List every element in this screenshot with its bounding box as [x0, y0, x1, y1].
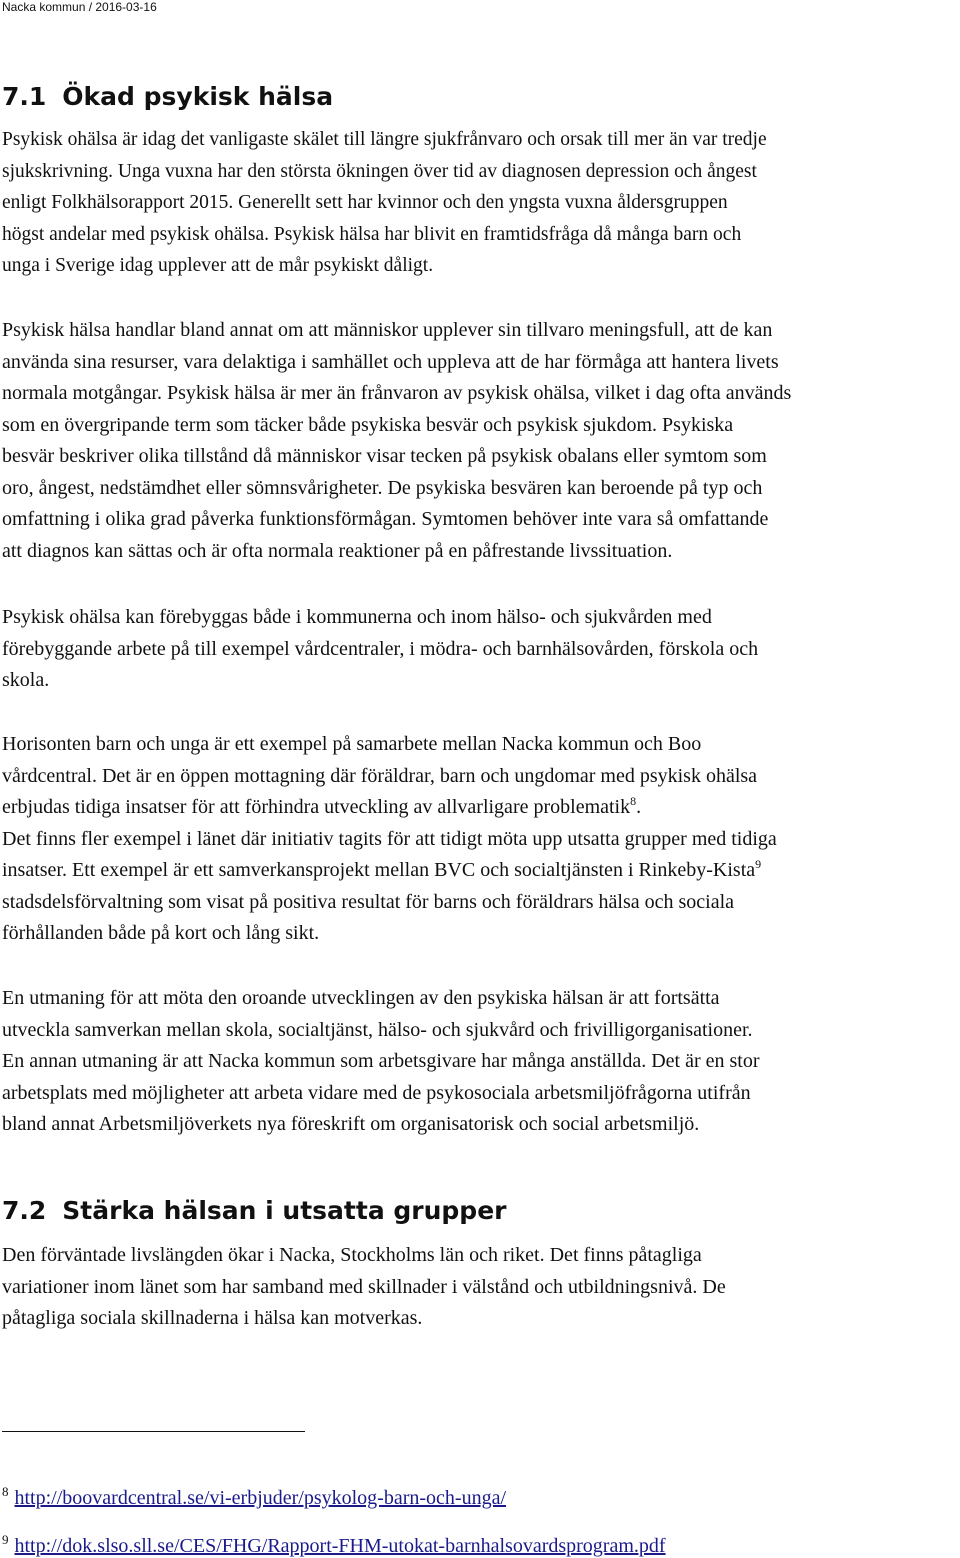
text-line: högst andelar med psykisk ohälsa. Psykisk hälsa har blivit en framtidsfråga då många barn och [2, 223, 742, 245]
text-line-content: erbjudas tidiga insatser för att förhindra utveckling av allvarligare problematik [2, 796, 631, 818]
paragraph-1 [2, 124, 960, 282]
text-line: som en övergripande term som täcker både psykiska besvär och psykisk sjukdom. Psykiska [2, 413, 734, 436]
text-line: variationer inom länet som har samband med skillnader i välstånd och utbildningsnivå. De [2, 1275, 726, 1298]
text-line: Det finns fler exempel i länet där initiativ tagits för att tidigt möta upp utsatta grupper med tidiga [2, 827, 777, 850]
text-line: oro, ångest, nedstämdhet eller sömnsvårigheter. De psykiska besvären kan beroende på typ och [2, 476, 763, 499]
text-line: Den förväntade livslängden ökar i Nacka, Stockholms län och riket. Det finns påtagliga [2, 1244, 702, 1266]
footnote-ref-9[interactable]: 9 [755, 857, 762, 871]
section-number: 7.1 [2, 82, 47, 111]
paragraph-3 [2, 602, 960, 697]
paragraph-5 [2, 983, 960, 1141]
footnote-mark: 9 [2, 1532, 9, 1547]
section-heading-7-2 [2, 1196, 507, 1226]
footnote-link-8[interactable]: http://boovardcentral.se/vi-erbjuder/psykolog-barn-och-unga/ [14, 1487, 507, 1509]
footnote-8 [2, 1480, 506, 1510]
text-line: skola. [2, 669, 50, 691]
footnote-link-9[interactable]: http://dok.slso.sll.se/CES/FHG/Rapport-FHM-utokat-barnhalsovardsprogram.pdf [14, 1535, 666, 1557]
text-line: vårdcentral. Det är en öppen mottagning där föräldrar, barn och ungdomar med psykisk ohälsa [2, 764, 758, 787]
text-line: Psykisk ohälsa kan förebyggas både i kommunerna och inom hälso- och sjukvården med [2, 606, 712, 628]
text-line-content: insatser. Ett exempel är ett samverkansprojekt mellan BVC och socialtjänsten i Rinkeby-Kista [2, 859, 756, 881]
text-line: unga i Sverige idag upplever att de mår psykiskt dåligt. [2, 255, 434, 276]
section-number: 7.2 [2, 1196, 47, 1225]
text-line: normala motgångar. Psykisk hälsa är mer än frånvaron av psykisk ohälsa, vilket i dag ofta används [2, 382, 792, 404]
paragraph-6 [2, 1240, 960, 1335]
text-line: förhållanden både på kort och lång sikt. [2, 922, 320, 944]
paragraph-2 [2, 315, 960, 567]
text-line: Psykisk hälsa handlar bland annat om att människor upplever sin tillvaro meningsfull, att de kan [2, 319, 773, 341]
text-line: använda sina resurser, vara delaktiga i samhället och uppleva att de har förmåga att hantera livets [2, 350, 779, 373]
section-heading-7-1 [2, 82, 333, 112]
text-line [2, 855, 960, 887]
text-line: En annan utmaning är att Nacka kommun som arbetsgivare har många anställda. Det är en stor [2, 1050, 760, 1072]
text-line: bland annat Arbetsmiljöverkets nya föreskrift om organisatorisk och social arbetsmiljö. [2, 1113, 700, 1135]
running-header: Nacka kommun / 2016-03-16 [2, 0, 157, 14]
footnote-ref-8[interactable]: 8 [630, 794, 637, 808]
text-line: stadsdelsförvaltning som visat på positiva resultat för barns och föräldrars hälsa och sociala [2, 890, 735, 913]
footnote-divider [2, 1431, 305, 1432]
text-line: omfattning i olika grad påverka funktionsförmågan. Symtomen behöver inte vara så omfattande [2, 508, 769, 530]
section-title: Ökad psykisk hälsa [62, 82, 334, 111]
section-title: Stärka hälsan i utsatta grupper [62, 1196, 507, 1225]
text-line: förebyggande arbete på till exempel vårdcentraler, i mödra- och barnhälsovården, förskola och [2, 637, 759, 660]
text-line: utveckla samverkan mellan skola, socialtjänst, hälso- och sjukvård och frivilligorganisationer. [2, 1018, 753, 1041]
footnote-mark: 8 [2, 1484, 9, 1499]
sentence-end: . [636, 796, 642, 818]
paragraph-4 [2, 729, 960, 950]
text-line: påtagliga sociala skillnaderna i hälsa kan motverkas. [2, 1307, 423, 1329]
text-line: arbetsplats med möjligheter att arbeta vidare med de psykosociala arbetsmiljöfrågorna utifrån [2, 1081, 751, 1104]
text-line: enligt Folkhälsorapport 2015. Generellt sett har kvinnor och den yngsta vuxna åldersgruppen [2, 192, 728, 213]
text-line: sjukskrivning. Unga vuxna har den största ökningen över tid av diagnosen depression och ångest [2, 160, 757, 182]
text-line: att diagnos kan sättas och är ofta normala reaktioner på en påfrestande livssituation. [2, 539, 673, 562]
text-line: Psykisk ohälsa är idag det vanligaste skälet till längre sjukfrånvaro och orsak till mer än var tredje [2, 129, 767, 150]
text-line: En utmaning för att möta den oroande utvecklingen av den psykiska hälsan är att fortsätta [2, 987, 720, 1009]
text-line [2, 792, 960, 824]
text-line: besvär beskriver olika tillstånd då människor visar tecken på psykisk obalans eller symtom som [2, 445, 767, 467]
text-line: Horisonten barn och unga är ett exempel på samarbete mellan Nacka kommun och Boo [2, 733, 702, 755]
